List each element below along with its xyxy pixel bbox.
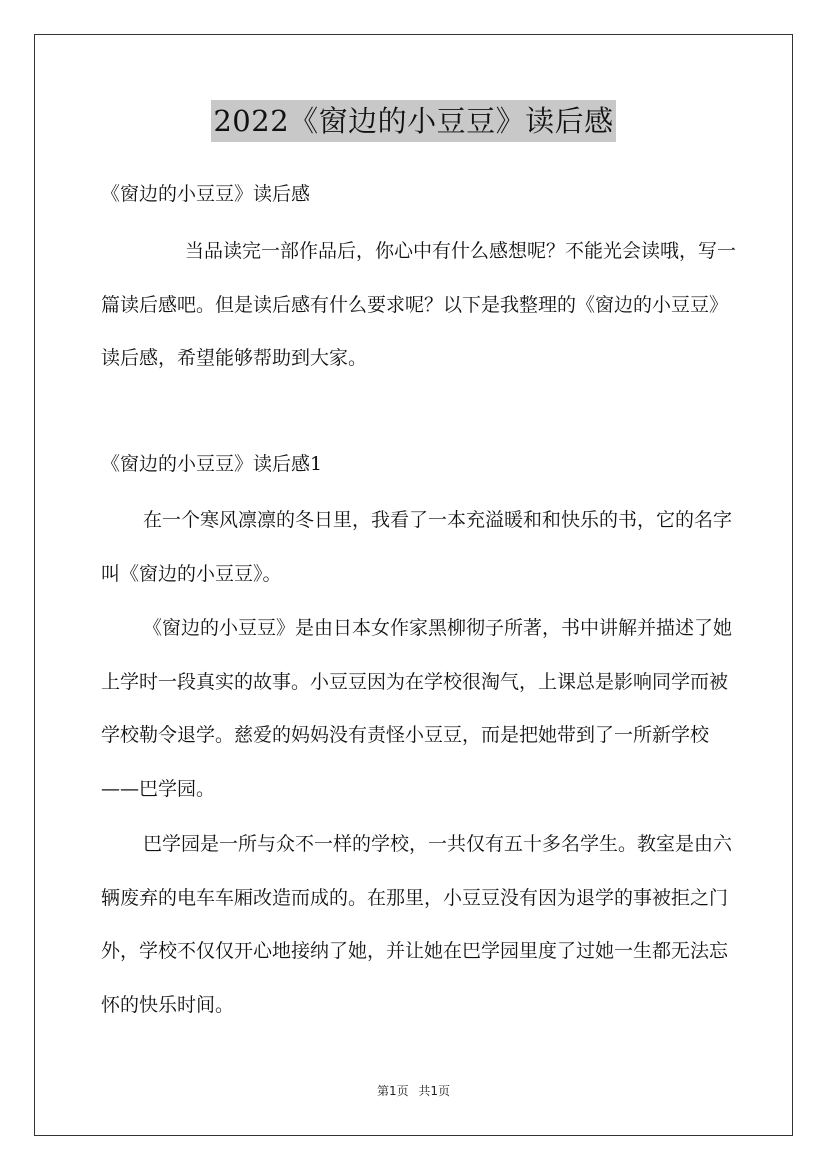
page-total: 共1页 [418, 1084, 451, 1098]
intro-paragraph: 当品读完一部作品后，你心中有什么感想呢？不能光会读哦，写一篇读后感吧。但是读后感有什么要求呢？以下是我整理的《窗边的小豆豆》读后感，希望能够帮助到大家。 [101, 240, 737, 369]
document-title: 2022《窗边的小豆豆》读后感 [211, 100, 615, 142]
title-container [0, 100, 827, 142]
body-paragraph-3: 巴学园是一所与众不一样的学校，一共仅有五十多名学生。教室是由六辆废弃的电车车厢改造而成的。在那里，小豆豆没有因为退学的事被拒之门外，学校不仅仅开心地接纳了她，并让她在巴学园里度了过她一生都无法忘怀的快乐时间。 [101, 833, 733, 1016]
page-number: 第1页 [376, 1084, 409, 1098]
section-heading: 《窗边的小豆豆》读后感1 [101, 453, 323, 475]
body-paragraph-2: 《窗边的小豆豆》是由日本女作家黑柳彻子所著，书中讲解并描述了她上学时一段真实的故事。小豆豆因为在学校很淘气，上课总是影响同学而被学校勒令退学。慈爱的妈妈没有责怪小豆豆，而是把她带到了一所新学校——巴学园。 [101, 617, 733, 800]
body-paragraph-1: 在一个寒风凛凛的冬日里，我看了一本充溢暖和和快乐的书，它的名字叫《窗边的小豆豆》。 [101, 509, 733, 585]
subtitle: 《窗边的小豆豆》读后感 [101, 183, 311, 205]
page-footer [0, 1082, 827, 1099]
